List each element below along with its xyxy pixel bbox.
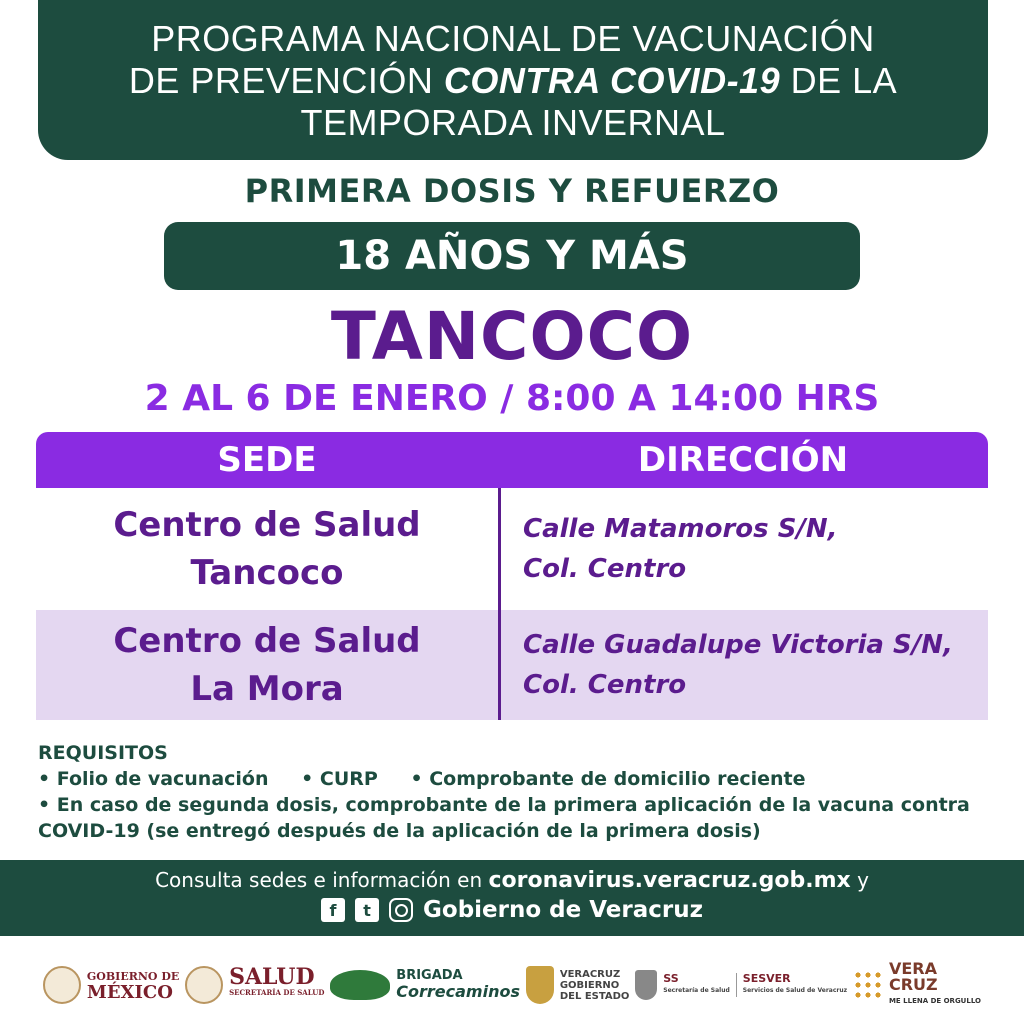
requirements-section [38,740,988,844]
req-item: • CURP [301,768,378,790]
direccion-cell: Calle Guadalupe Victoria S/N, Col. Centro [498,610,988,720]
roadrunner-icon [330,970,390,1000]
header-sede: SEDE [217,440,317,480]
website-link[interactable]: coronavirus.veracruz.gob.mx [488,868,851,893]
header-direccion: DIRECCIÓN [637,440,849,480]
dose-subtitle: PRIMERA DOSIS Y REFUERZO [244,172,780,210]
requirements-title: REQUISITOS [38,742,168,764]
req-item: • Folio de vacunación [38,768,269,790]
header-line3: TEMPORADA INVERNAL [300,102,726,143]
ss-sesver-logo: SS Secretaría de Salud SESVER Servicios de Salud de Veracruz [635,970,847,1000]
age-badge: 18 AÑOS Y MÁS [164,222,860,290]
req-second-dose-cont: COVID-19 (se entregó después de la aplicación de la primera dosis) [38,820,761,842]
veracruz-gobierno-logo: VERACRUZ GOBIERNO DEL ESTADO [526,966,630,1004]
twitter-icon[interactable]: t [355,898,379,922]
social-line [0,897,1024,923]
pattern-icon [853,970,883,1000]
req-second-dose: • En caso de segunda dosis, comprobante de la primera aplicación de la vacuna contra [38,794,970,816]
shield-icon [635,970,657,1000]
consulta-line: Consulta sedes e información en coronavirus.veracruz.gob.mx y [155,868,869,893]
direccion-cell: Calle Matamoros S/N, Col. Centro [498,488,988,610]
gobierno-mexico-logo: GOBIERNO DE MÉXICO [43,966,179,1004]
requirements-list [38,766,988,792]
town-title: TANCOCO [330,298,694,375]
sponsor-logos [0,950,1024,1020]
header-emphasis: CONTRA COVID-19 [443,60,781,101]
sede-cell: Centro de Salud La Mora [113,621,421,709]
dates-schedule: 2 AL 6 DE ENERO / 8:00 A 14:00 HRS [144,378,880,419]
sites-table [36,432,988,720]
req-item: • Comprobante de domicilio reciente [410,768,806,790]
sede-cell: Centro de Salud Tancoco [113,505,421,593]
eagle-seal-icon [185,966,223,1004]
footer-bar [0,860,1024,936]
salud-logo: SALUD SECRETARÍA DE SALUD [185,966,324,1004]
veracruz-orgullo-logo: VERA CRUZ ME LLENA DE ORGULLO [853,961,981,1009]
table-row [36,488,988,610]
instagram-icon[interactable] [389,898,413,922]
facebook-icon[interactable]: f [321,898,345,922]
coat-of-arms-icon [526,966,554,1004]
header-line2: DE PREVENCIÓN CONTRA COVID-19 DE LA [128,60,898,101]
table-header [36,432,988,488]
brigada-correcaminos-logo: BRIGADA Correcaminos [330,968,520,1002]
eagle-seal-icon [43,966,81,1004]
header-banner [38,0,988,160]
header-line1: PROGRAMA NACIONAL DE VACUNACIÓN [151,18,875,59]
table-row [36,610,988,720]
gobierno-handle[interactable]: Gobierno de Veracruz [423,897,703,923]
